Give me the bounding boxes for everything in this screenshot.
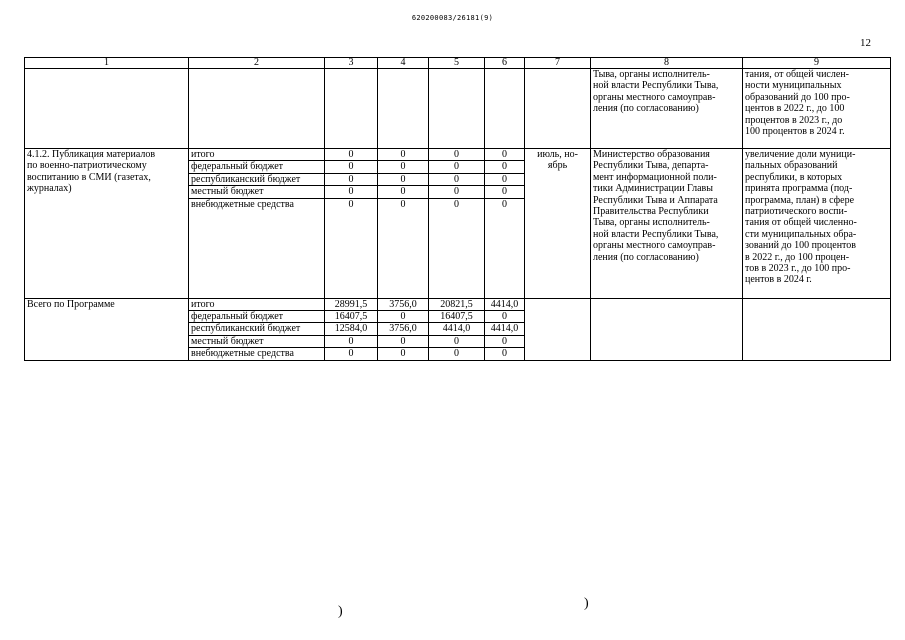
result-cell: тания, от общей числен- ности муниципальных образований до 100 про- центов в 2022 г., до 100 процентов в 2023 г., до 100 процентов в 2024 г. [743, 69, 891, 149]
column-number: 3 [325, 58, 378, 69]
empty-cell [591, 298, 743, 360]
column-number: 2 [189, 58, 325, 69]
amount-2022: 0 [378, 186, 429, 198]
amount-total: 28991,5 [325, 298, 378, 310]
item-name-cell: 4.1.2. Публикация материалов по военно-патриотическому воспитанию в СМИ (газетах, журналах) [25, 149, 189, 299]
funding-source: республиканский бюджет [189, 173, 325, 185]
column-number: 1 [25, 58, 189, 69]
empty-cell [325, 69, 378, 149]
document-code: 620200083/26181(9) [411, 14, 494, 22]
amount-total: 0 [325, 335, 378, 347]
amount-2023: 20821,5 [429, 298, 485, 310]
amount-total: 0 [325, 348, 378, 360]
amount-2023: 0 [429, 348, 485, 360]
amount-2023: 0 [429, 149, 485, 161]
empty-cell [25, 69, 189, 149]
amount-2024: 0 [485, 173, 525, 185]
amount-total: 0 [325, 161, 378, 173]
amount-total: 0 [325, 186, 378, 198]
executor-cell: Тыва, органы исполнитель- ной власти Республики Тыва, органы местного самоуправ- ления (по согласованию) [591, 69, 743, 149]
empty-cell [525, 69, 591, 149]
amount-2022: 0 [378, 198, 429, 298]
period-cell: июль, но- ябрь [525, 149, 591, 299]
amount-2024: 0 [485, 348, 525, 360]
column-number: 6 [485, 58, 525, 69]
program-table [24, 57, 891, 361]
amount-2023: 0 [429, 198, 485, 298]
funding-source: внебюджетные средства [189, 198, 325, 298]
amount-2024: 0 [485, 161, 525, 173]
funding-source: республиканский бюджет [189, 323, 325, 335]
executor-cell: Министерство образования Республики Тыва, департа- мент информационной поли- тики Администрации Главы Республики Тыва и Аппарата Правительства Республики Тыва, органы исполнитель- ной власти Республики Тыва, органы местного самоуправ- ления (по согласованию) [591, 149, 743, 299]
amount-2022: 0 [378, 348, 429, 360]
amount-2024: 0 [485, 198, 525, 298]
amount-2022: 0 [378, 335, 429, 347]
funding-source: итого [189, 149, 325, 161]
amount-2023: 0 [429, 161, 485, 173]
column-number: 7 [525, 58, 591, 69]
column-number: 5 [429, 58, 485, 69]
column-number: 4 [378, 58, 429, 69]
page-number: 12 [860, 37, 871, 49]
table-row [25, 298, 891, 310]
amount-total: 12584,0 [325, 323, 378, 335]
amount-2022: 0 [378, 173, 429, 185]
handwritten-mark: ) [584, 596, 589, 611]
amount-2023: 0 [429, 335, 485, 347]
column-number: 8 [591, 58, 743, 69]
table-row [25, 149, 891, 161]
handwritten-mark: ) [338, 604, 343, 619]
result-cell: увеличение доли муници- пальных образований республики, в которых принята программа (под- программа, план) в сфере патриотического воспи- тания от общей численно- сти муниципальных обра- зований до 100 процентов в 2022 г., до 100 процен- тов в 2023 г., до 100 про- центов в 2024 г. [743, 149, 891, 299]
empty-cell [378, 69, 429, 149]
funding-source: федеральный бюджет [189, 311, 325, 323]
funding-source: местный бюджет [189, 186, 325, 198]
amount-2024: 4414,0 [485, 323, 525, 335]
amount-2023: 4414,0 [429, 323, 485, 335]
funding-source: федеральный бюджет [189, 161, 325, 173]
amount-2022: 0 [378, 149, 429, 161]
amount-total: 16407,5 [325, 311, 378, 323]
total-name-cell: Всего по Программе [25, 298, 189, 360]
amount-2023: 0 [429, 173, 485, 185]
amount-2024: 0 [485, 311, 525, 323]
amount-total: 0 [325, 173, 378, 185]
amount-2022: 0 [378, 161, 429, 173]
amount-2022: 3756,0 [378, 298, 429, 310]
empty-cell [485, 69, 525, 149]
funding-source: итого [189, 298, 325, 310]
funding-source: внебюджетные средства [189, 348, 325, 360]
amount-2023: 0 [429, 186, 485, 198]
empty-cell [189, 69, 325, 149]
continuation-row [25, 69, 891, 149]
amount-2024: 0 [485, 186, 525, 198]
empty-cell [429, 69, 485, 149]
amount-2024: 4414,0 [485, 298, 525, 310]
amount-total: 0 [325, 149, 378, 161]
empty-cell [743, 298, 891, 360]
amount-2022: 0 [378, 311, 429, 323]
amount-total: 0 [325, 198, 378, 298]
amount-2024: 0 [485, 149, 525, 161]
amount-2022: 3756,0 [378, 323, 429, 335]
column-number-row [25, 58, 891, 69]
funding-source: местный бюджет [189, 335, 325, 347]
amount-2023: 16407,5 [429, 311, 485, 323]
empty-cell [525, 298, 591, 360]
amount-2024: 0 [485, 335, 525, 347]
column-number: 9 [743, 58, 891, 69]
